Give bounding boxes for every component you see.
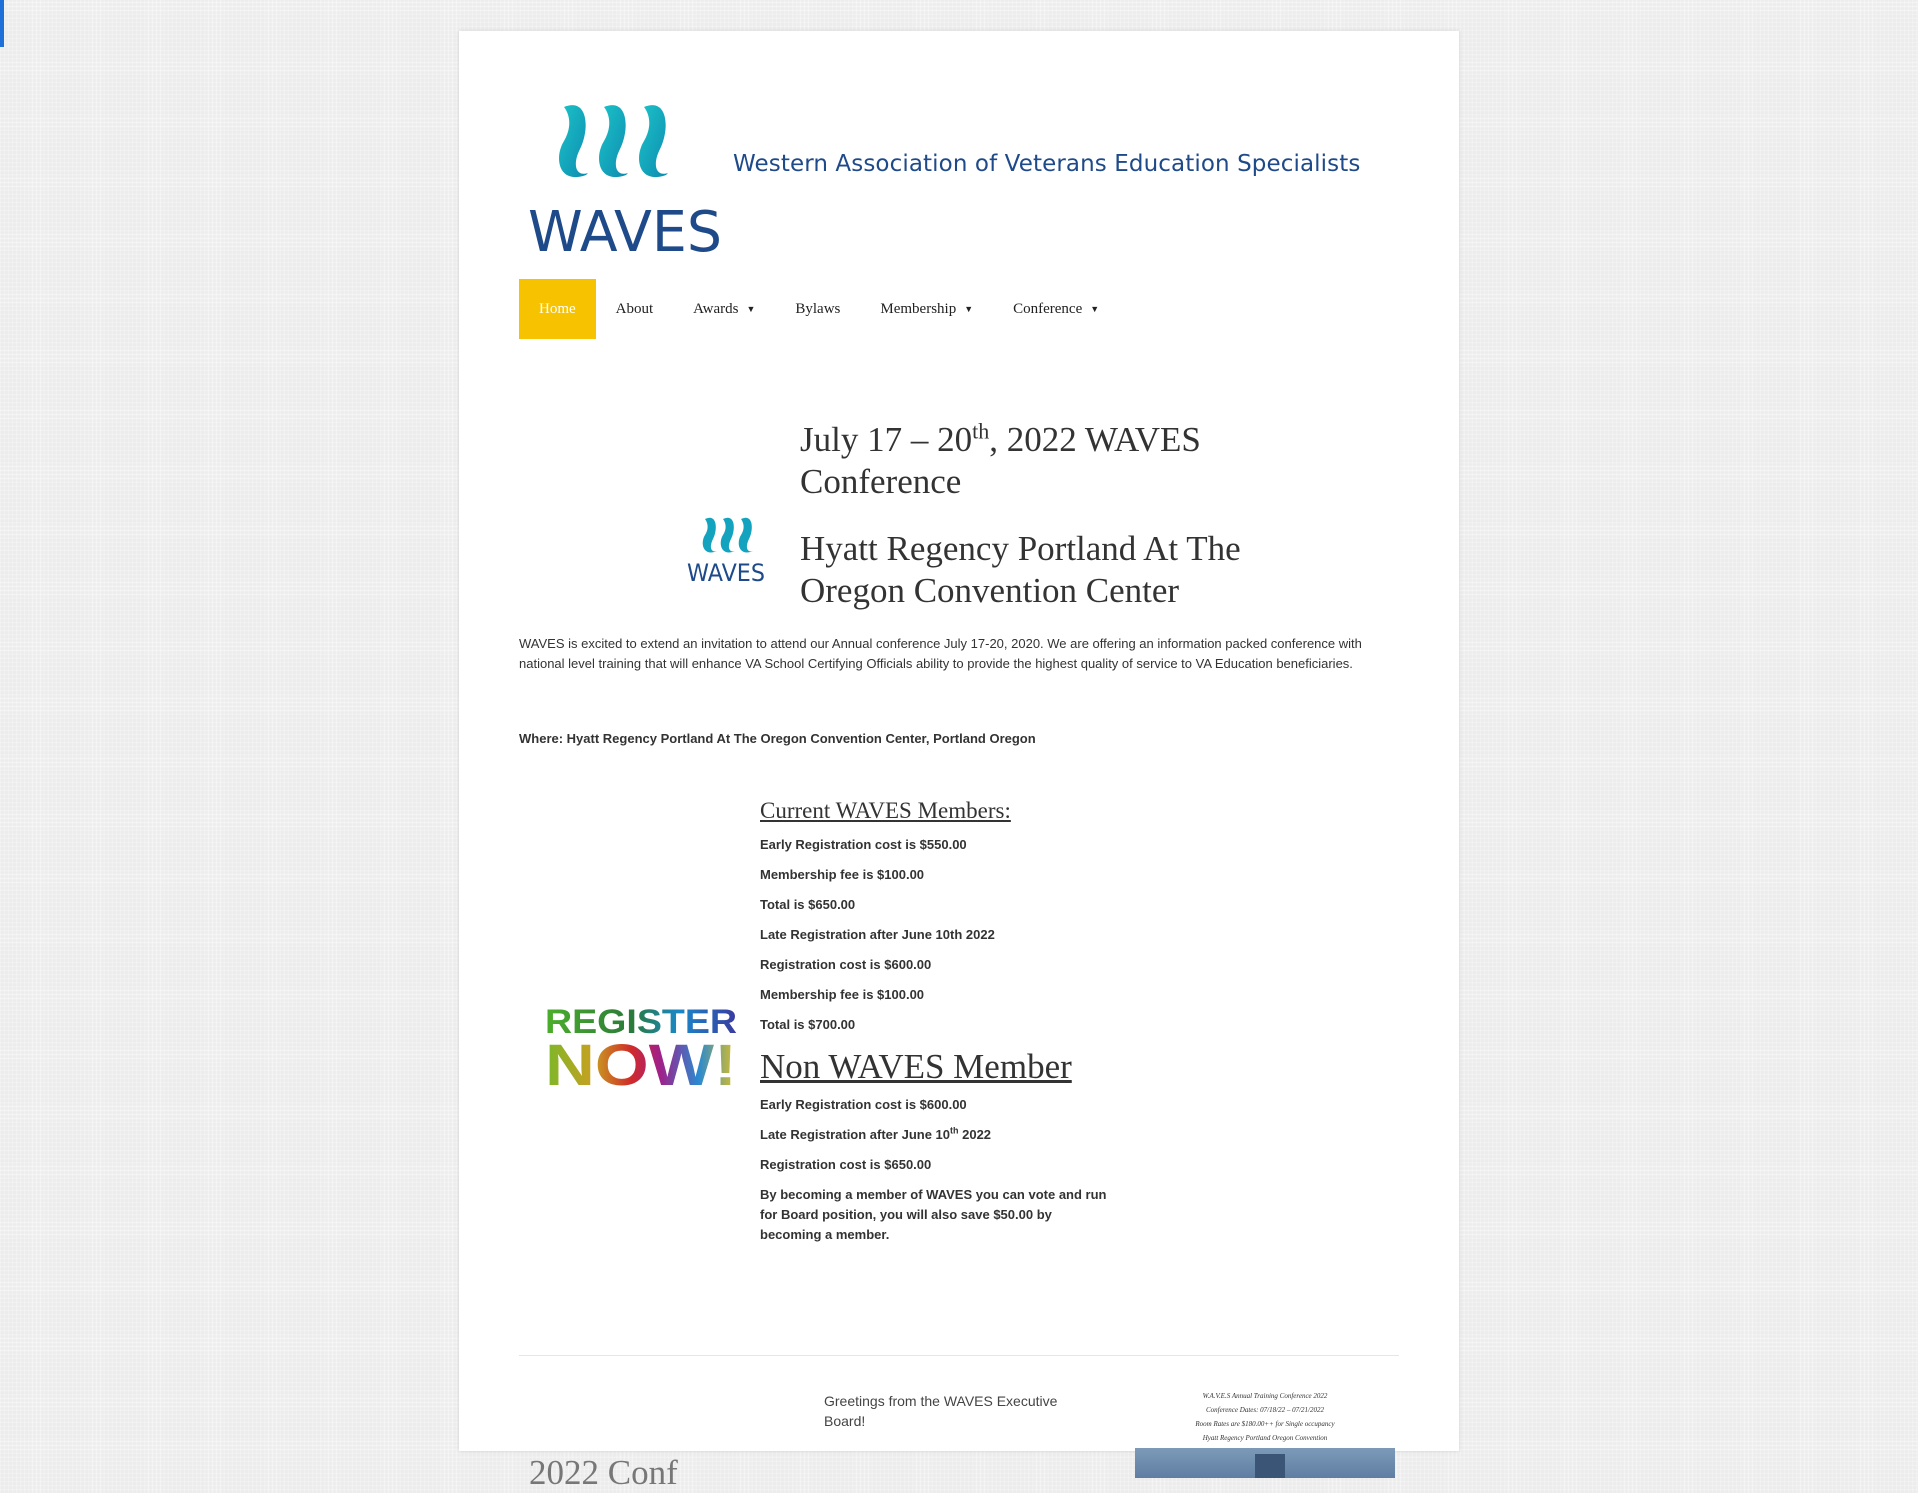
caret-down-icon: ▼ [964, 304, 974, 314]
nav-item-label: About [615, 301, 654, 317]
register-line1: REGISTER [545, 1003, 737, 1041]
flyer-line: Room Rates are $180.00++ for Single occupancy [1195, 1420, 1335, 1428]
nav-item-conference[interactable] [993, 279, 1119, 339]
flyer-line: Conference Dates: 07/18/22 – 07/21/2022 [1206, 1406, 1324, 1414]
focus-indicator [0, 0, 4, 47]
member-line: Registration cost is $600.00 [760, 957, 932, 972]
intro-paragraph: WAVES is excited to extend an invitation to attend our Annual conference July 17-20, 2020. We are offering an information packed conference with national level training that will enhance VA School Certifying Officials ability to provide the highest quality of service to VA Education beneficiaries. [519, 636, 1362, 671]
member-line: Early Registration cost is $550.00 [760, 837, 967, 852]
logo-text: WAVES [528, 200, 722, 265]
page-container [459, 31, 1459, 1492]
register-now-image[interactable] [543, 999, 739, 1098]
non-member-late [760, 1125, 1120, 1145]
nav-item-label: Conference [1013, 301, 1083, 317]
nav-item-label: Awards [693, 301, 739, 317]
non-member-registration: Registration cost is $650.00 [760, 1157, 932, 1172]
caret-down-icon: ▼ [746, 304, 756, 314]
members-heading: Current WAVES Members: [760, 798, 1011, 823]
nav-item-membership[interactable] [860, 279, 993, 339]
main-nav [519, 279, 1119, 339]
conference-section-heading: 2022 Conf [529, 1453, 678, 1492]
nav-item-bylaws[interactable] [775, 279, 860, 339]
nav-item-home[interactable] [519, 279, 596, 339]
register-line2: NOW! [545, 1033, 737, 1098]
conference-heading [800, 419, 1320, 503]
nav-item-label: Bylaws [795, 301, 841, 317]
nav-item-awards[interactable] [673, 279, 775, 339]
member-line: Total is $650.00 [760, 897, 856, 912]
conference-flyer[interactable] [1133, 1389, 1397, 1469]
registration-info [760, 793, 1120, 1245]
site-title: Western Association of Veterans Education Specialists [733, 151, 1361, 177]
section-divider [519, 1355, 1399, 1356]
waves-logo[interactable] [528, 101, 724, 265]
late-sup: th [950, 1125, 959, 1136]
heading-date: July 17 – 20 [800, 420, 973, 459]
flyer-building-image [1135, 1448, 1395, 1478]
heading-rest: , 2022 WAVES Conference [800, 420, 1201, 501]
venue-heading: Hyatt Regency Portland At The Oregon Convention Center [800, 529, 1241, 610]
greeting-text: Greetings from the WAVES Executive Board! [824, 1393, 1058, 1429]
member-line: Late Registration after June 10th 2022 [760, 927, 995, 942]
membership-note: By becoming a member of WAVES you can vote and run for Board position, you will also save $50.00 by becoming a member. [760, 1187, 1107, 1242]
nav-item-label: Membership [880, 301, 957, 317]
non-members-heading: Non WAVES Member [760, 1047, 1072, 1086]
nav-item-label: Home [539, 301, 576, 317]
non-member-early: Early Registration cost is $600.00 [760, 1097, 967, 1112]
member-line: Membership fee is $100.00 [760, 987, 925, 1002]
where-line: Where: Hyatt Regency Portland At The Oregon Convention Center, Portland Oregon [519, 731, 1036, 746]
flyer-line: Hyatt Regency Portland Oregon Convention [1202, 1434, 1328, 1442]
late-prefix: Late Registration after June 10 [760, 1127, 950, 1142]
hero-text [800, 419, 1320, 612]
hero-waves-logo [685, 509, 767, 593]
flyer-line: W.A.V.E.S Annual Training Conference 2022 [1202, 1392, 1328, 1400]
hero-logo-text: WAVES [687, 559, 765, 587]
member-line: Total is $700.00 [760, 1017, 856, 1032]
nav-item-about[interactable] [596, 279, 674, 339]
late-suffix: 2022 [958, 1127, 992, 1142]
heading-sup: th [972, 418, 990, 444]
member-line: Membership fee is $100.00 [760, 867, 925, 882]
caret-down-icon: ▼ [1090, 304, 1100, 314]
